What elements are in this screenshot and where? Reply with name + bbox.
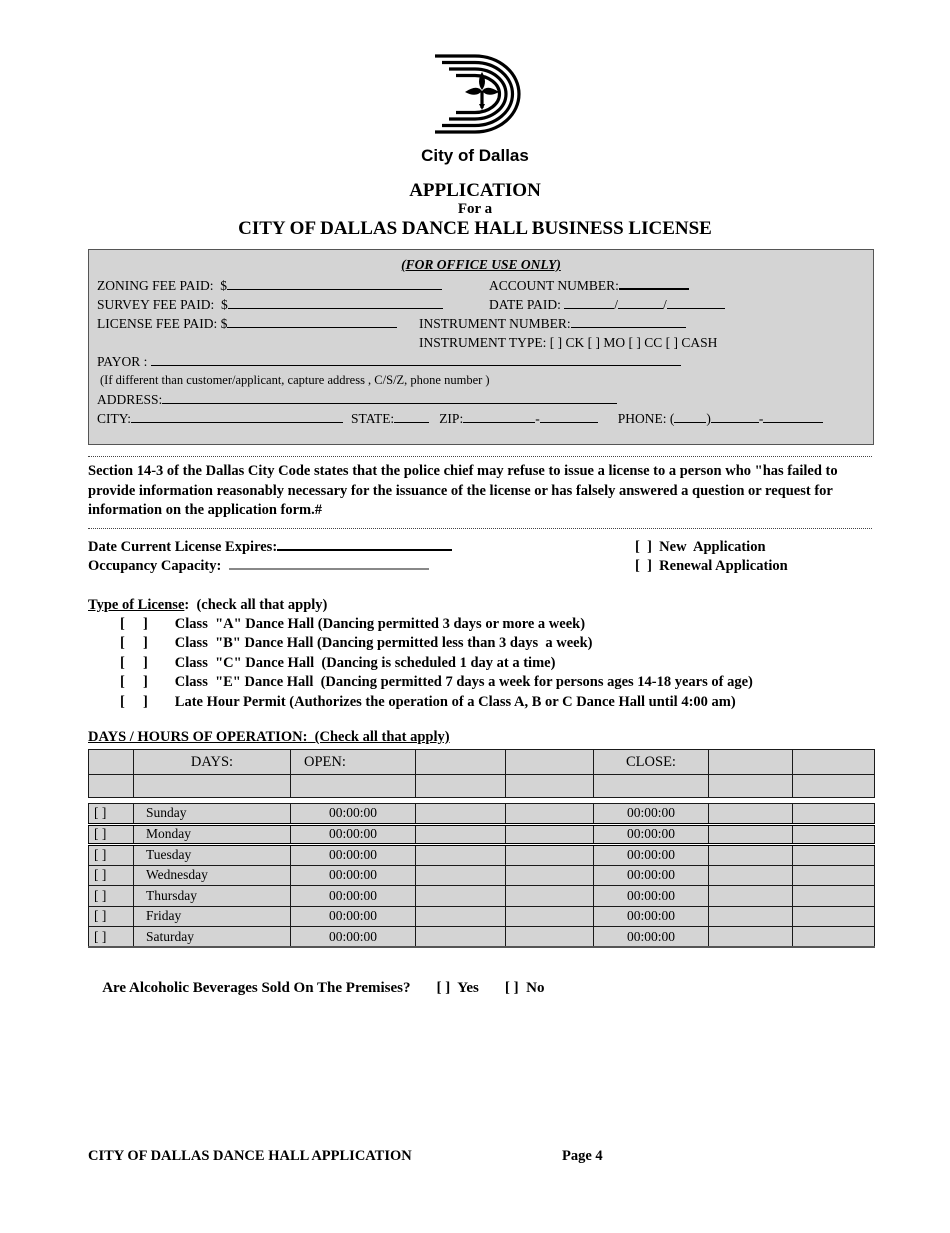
empty-cell	[416, 775, 506, 798]
date-paid-day-input[interactable]	[618, 296, 663, 309]
title-line-1: APPLICATION	[409, 180, 541, 201]
page-number: Page 4	[562, 1148, 603, 1164]
alcohol-question-row	[88, 963, 950, 1014]
phone-hyphen: -	[758, 411, 764, 426]
class-a-label: Class "A" Dance Hall (Dancing permitted 3 days or more a week)	[174, 615, 586, 632]
hours-row-thursday	[89, 886, 875, 907]
hours-row-friday	[89, 906, 875, 927]
license-fee-label: LICENSE FEE PAID: $	[97, 316, 228, 331]
empty-cell	[506, 824, 594, 845]
occupancy-label: Occupancy Capacity:	[88, 557, 229, 574]
alcohol-question-label: Are Alcoholic Beverages Sold On The Premises?	[102, 980, 411, 996]
close-time-cell[interactable]: 00:00:00	[594, 845, 709, 866]
logo-caption: City of Dallas	[421, 146, 529, 165]
empty-cell	[793, 750, 875, 775]
hours-row-sunday	[89, 804, 875, 825]
phone-area-input[interactable]	[674, 410, 706, 423]
saturday-checkbox[interactable]: [ ]	[89, 927, 134, 948]
empty-cell	[134, 775, 291, 798]
license-expires-row	[88, 538, 874, 557]
date-slash-2: /	[663, 297, 667, 312]
open-time-cell[interactable]: 00:00:00	[291, 906, 416, 927]
zoning-fee-row	[97, 276, 865, 295]
hours-row-saturday	[89, 927, 875, 948]
empty-cell	[793, 824, 875, 845]
title-line-2: For a	[457, 201, 493, 217]
zip-label: ZIP:	[439, 411, 464, 426]
day-name-cell: Tuesday	[134, 845, 291, 866]
address-row	[97, 390, 865, 409]
type-of-license-section	[88, 596, 874, 713]
empty-cell	[291, 775, 416, 798]
zoning-fee-label: ZONING FEE PAID: $	[97, 278, 228, 293]
license-expires-label: Date Current License Expires:	[88, 538, 278, 555]
close-time-cell[interactable]: 00:00:00	[594, 865, 709, 886]
date-paid-label: DATE PAID:	[489, 297, 565, 312]
empty-cell	[594, 775, 709, 798]
license-status-section	[88, 538, 874, 576]
late-hour-permit-checkbox[interactable]: [ ]	[120, 693, 148, 710]
class-b-label: Class "B" Dance Hall (Dancing permitted less than 3 days a week)	[174, 635, 593, 651]
empty-cell	[793, 906, 875, 927]
empty-cell	[506, 886, 594, 907]
instrument-type-cc-checkbox[interactable]: [ ] CC	[628, 335, 666, 350]
hours-header-open: OPEN:	[291, 750, 416, 775]
empty-cell	[506, 750, 594, 775]
new-application-label: New Application	[651, 538, 766, 555]
instrument-type-row	[419, 333, 865, 352]
hours-of-operation-heading	[88, 728, 950, 746]
alcohol-no-checkbox[interactable]: [ ] No	[504, 980, 545, 996]
friday-checkbox[interactable]: [ ]	[89, 906, 134, 927]
license-fee-row	[97, 314, 865, 333]
day-name-cell: Monday	[134, 824, 291, 845]
title-line-3: CITY OF DALLAS DANCE HALL BUSINESS LICENSE	[238, 218, 712, 239]
class-e-option	[88, 673, 874, 693]
hours-data-table	[88, 803, 875, 948]
instrument-type-ck-checkbox[interactable]: [ ] CK	[549, 335, 588, 350]
empty-cell	[416, 886, 506, 907]
new-application-checkbox[interactable]: [ ]	[635, 538, 652, 555]
alcohol-yes-checkbox[interactable]: [ ] Yes	[436, 980, 479, 996]
empty-cell	[709, 750, 793, 775]
empty-cell	[709, 865, 793, 886]
empty-cell	[506, 927, 594, 948]
zip4-input[interactable]	[540, 410, 598, 423]
day-name-cell: Wednesday	[134, 865, 291, 886]
empty-cell	[709, 824, 793, 845]
instrument-type-label: INSTRUMENT TYPE:	[419, 335, 550, 350]
late-hour-permit-label: Late Hour Permit (Authorizes the operation of a Class A, B or C Dance Hall until 4:00 am)	[174, 693, 736, 710]
empty-cell	[709, 906, 793, 927]
empty-cell	[793, 845, 875, 866]
phone-label: PHONE: (	[617, 411, 675, 426]
dotted-divider-bottom	[88, 528, 872, 529]
empty-cell	[416, 865, 506, 886]
hours-header-row	[89, 750, 875, 775]
payor-label: PAYOR :	[97, 354, 151, 369]
address-label: ADDRESS:	[97, 392, 163, 407]
instrument-type-mo-checkbox[interactable]: [ ] MO	[587, 335, 629, 350]
zoning-fee-input[interactable]	[227, 277, 442, 290]
office-box-header: (FOR OFFICE USE ONLY)	[401, 257, 561, 272]
zip-input[interactable]	[463, 410, 535, 423]
empty-cell	[709, 927, 793, 948]
phone-paren-close: )	[706, 411, 711, 426]
empty-cell	[416, 804, 506, 825]
new-application-option[interactable]	[635, 538, 874, 557]
empty-cell	[416, 906, 506, 927]
class-e-checkbox[interactable]: [ ]	[120, 674, 148, 690]
phone-prefix-input[interactable]	[711, 410, 759, 423]
hours-row-monday	[89, 824, 875, 845]
empty-cell	[416, 750, 506, 775]
close-time-cell[interactable]: 00:00:00	[594, 906, 709, 927]
survey-fee-row	[97, 295, 865, 314]
empty-cell	[89, 775, 134, 798]
empty-cell	[709, 845, 793, 866]
empty-cell	[793, 886, 875, 907]
close-time-cell[interactable]: 00:00:00	[594, 824, 709, 845]
license-expires-input[interactable]	[277, 538, 452, 551]
survey-fee-input[interactable]	[228, 296, 443, 309]
class-a-checkbox[interactable]: [ ]	[120, 615, 148, 632]
renewal-application-label: Renewal Application	[651, 557, 788, 574]
empty-cell	[506, 906, 594, 927]
hours-header-table	[88, 749, 875, 798]
address-input[interactable]	[162, 391, 617, 404]
empty-cell	[793, 865, 875, 886]
late-hour-permit-option	[88, 693, 874, 713]
date-paid-year-input[interactable]	[667, 296, 725, 309]
day-name-cell: Thursday	[134, 886, 291, 907]
wednesday-checkbox[interactable]: [ ]	[89, 865, 134, 886]
empty-cell	[506, 775, 594, 798]
day-name-cell: Saturday	[134, 927, 291, 948]
empty-cell	[416, 824, 506, 845]
city-state-zip-phone-row	[97, 409, 865, 428]
class-b-checkbox[interactable]: [ ]	[120, 635, 148, 651]
survey-fee-label: SURVEY FEE PAID: $	[97, 297, 228, 312]
class-a-option	[88, 615, 874, 635]
hours-heading-text: DAYS / HOURS OF OPERATION:	[88, 729, 308, 745]
instrument-number-label: INSTRUMENT NUMBER:	[419, 316, 571, 331]
instrument-number-input[interactable]	[571, 315, 686, 328]
class-c-label: Class "C" Dance Hall (Dancing is scheduled 1 day at a time)	[174, 654, 556, 671]
sunday-checkbox[interactable]: [ ]	[89, 804, 134, 825]
date-paid-month-input[interactable]	[564, 296, 614, 309]
hours-row-tuesday	[89, 845, 875, 866]
form-title	[0, 180, 950, 239]
type-of-license-heading-text: Type of License	[88, 596, 185, 613]
empty-cell	[709, 775, 793, 798]
empty-cell	[416, 927, 506, 948]
hours-spacer-row	[89, 775, 875, 798]
state-input[interactable]	[394, 410, 429, 423]
state-label: STATE:	[351, 411, 395, 426]
tuesday-checkbox[interactable]: [ ]	[89, 845, 134, 866]
office-use-only-box	[88, 249, 874, 445]
open-time-cell[interactable]: 00:00:00	[291, 886, 416, 907]
thursday-checkbox[interactable]: [ ]	[89, 886, 134, 907]
empty-cell	[416, 845, 506, 866]
open-time-cell[interactable]: 00:00:00	[291, 824, 416, 845]
class-c-option	[88, 654, 874, 674]
type-of-license-heading	[88, 596, 874, 615]
hours-header-days: DAYS:	[134, 750, 291, 775]
class-e-label: Class "E" Dance Hall (Dancing permitted 7 days a week for persons ages 14-18 years of age)	[174, 674, 753, 690]
logo-block	[0, 0, 950, 166]
account-number-input[interactable]	[619, 277, 689, 290]
phone-line-input[interactable]	[763, 410, 823, 423]
section-14-3-notice: Section 14-3 of the Dallas City Code states that the police chief may refuse to issue a license to a person who "has failed to provide information reasonably necessary for the issuance of the license or has falsely answered a question or request for information on the application form.#	[88, 463, 838, 518]
day-name-cell: Friday	[134, 906, 291, 927]
empty-cell	[793, 775, 875, 798]
page-footer	[88, 1148, 874, 1165]
city-of-dallas-logo-icon	[424, 48, 526, 140]
city-label: CITY:	[97, 411, 132, 426]
license-fee-input[interactable]	[227, 315, 397, 328]
empty-cell	[506, 845, 594, 866]
empty-cell	[709, 804, 793, 825]
monday-checkbox[interactable]: [ ]	[89, 824, 134, 845]
dotted-divider-top	[88, 456, 872, 457]
empty-cell	[793, 804, 875, 825]
open-time-cell[interactable]: 00:00:00	[291, 804, 416, 825]
class-b-option	[88, 634, 874, 654]
empty-cell	[506, 865, 594, 886]
payor-row	[97, 352, 865, 371]
empty-cell	[89, 750, 134, 775]
day-name-cell: Sunday	[134, 804, 291, 825]
occupancy-input[interactable]	[229, 557, 429, 570]
hours-row-wednesday	[89, 865, 875, 886]
footer-title: CITY OF DALLAS DANCE HALL APPLICATION	[88, 1148, 412, 1164]
open-time-cell[interactable]: 00:00:00	[291, 845, 416, 866]
close-time-cell[interactable]: 00:00:00	[594, 804, 709, 825]
class-c-checkbox[interactable]: [ ]	[120, 654, 148, 671]
empty-cell	[793, 927, 875, 948]
city-input[interactable]	[131, 410, 343, 423]
empty-cell	[506, 804, 594, 825]
account-number-label: ACCOUNT NUMBER:	[489, 278, 619, 293]
close-time-cell[interactable]: 00:00:00	[594, 886, 709, 907]
type-of-license-heading-suffix: : (check all that apply)	[184, 596, 328, 613]
zip-hyphen: -	[535, 411, 540, 426]
instrument-type-cash-checkbox[interactable]: [ ] CASH	[665, 335, 718, 350]
payor-input[interactable]	[151, 353, 681, 366]
hours-header-close: CLOSE:	[594, 750, 709, 775]
renewal-application-option[interactable]	[635, 557, 874, 576]
occupancy-row	[88, 557, 874, 576]
empty-cell	[709, 886, 793, 907]
hours-heading-suffix: (Check all that apply)	[307, 729, 450, 745]
open-time-cell[interactable]: 00:00:00	[291, 927, 416, 948]
close-time-cell[interactable]: 00:00:00	[594, 927, 709, 948]
date-slash-1: /	[614, 297, 619, 312]
payor-note: (If different than customer/applicant, capture address , C/S/Z, phone number )	[100, 373, 490, 387]
renewal-application-checkbox[interactable]: [ ]	[635, 557, 652, 574]
open-time-cell[interactable]: 00:00:00	[291, 865, 416, 886]
